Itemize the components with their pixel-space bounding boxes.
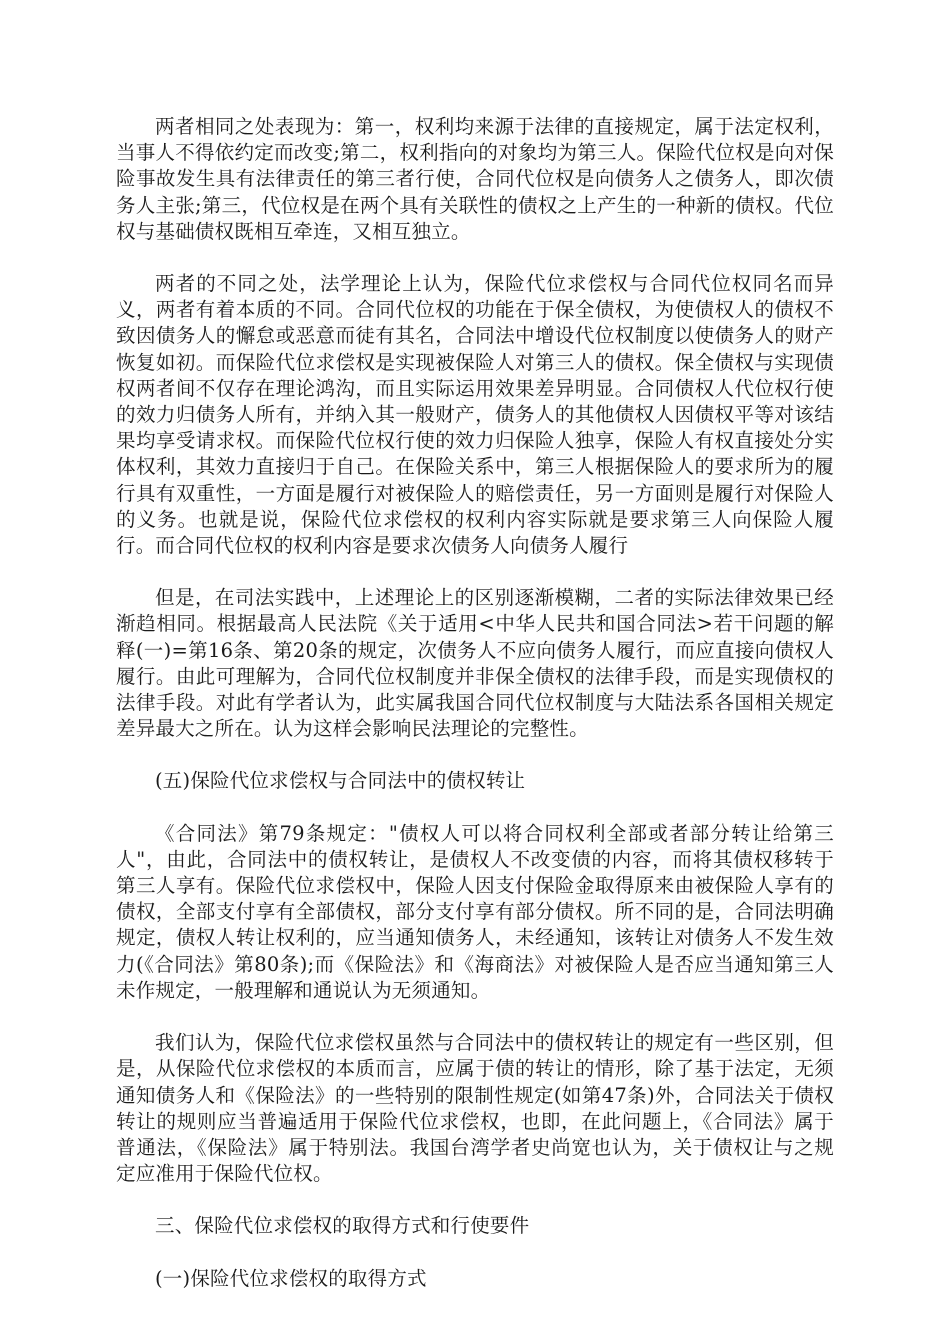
paragraph-judicial-practice: 但是，在司法实践中，上述理论上的区别逐渐模糊，二者的实际法律效果已经渐趋相同。根据最高人民法院《关于适用<中华人民共和国合同法>若干问题的解释(一)=第16条、第20条的规定，次债务人不应向债务人履行，而应直接向债权人履行。由此可理解为，合同代位权制度并非保全债权的法律手段，而是实现债权的法律手段。对此有学者认为，此实属我国合同代位权制度与大陆法系各国相关规定差异最大之所在。认为这样会影响民法理论的完整性。 [116, 586, 834, 741]
paragraph-contract-law-art79: 《合同法》第79条规定："债权人可以将合同权利全部或者部分转让给第三人"，由此，合同法中的债权转让，是债权人不改变债的内容，而将其债权移转于第三人享有。保险代位求偿权中，保险人因支付保险金取得原来由被保险人享有的债权，全部支付享有全部债权，部分支付享有部分债权。所不同的是，合同法明确规定，债权人转让权利的，应当通知债务人，未经通知，该转让对债务人不发生效力(《合同法》第80条);而《保险法》和《海商法》对被保险人是否应当通知第三人未作规定，一般理解和通说认为无须通知。 [116, 821, 834, 1002]
section-heading-3: 三、保险代位求偿权的取得方式和行使要件 [155, 1214, 530, 1238]
subsection-heading-3-1: (一)保险代位求偿权的取得方式 [155, 1266, 427, 1290]
paragraph-similarities: 两者相同之处表现为：第一，权利均来源于法律的直接规定，属于法定权利，当事人不得依约定而改变;第二，权利指向的对象均为第三人。保险代位权是向对保险事故发生具有法律责任的第三者行使，合同代位权是向债务人之债务人，即次债务人主张;第三，代位权是在两个具有关联性的债权之上产生的一种新的债权。代位权与基础债权既相互牵连，又相互独立。 [116, 115, 834, 243]
document-body [116, 114, 834, 1318]
paragraph-our-view: 我们认为，保险代位求偿权虽然与合同法中的债权转让的规定有一些区别，但是，从保险代位求偿权的本质而言，应属于债的转让的情形，除了基于法定，无须通知债务人和《保险法》的一些特别的限制性规定(如第47条)外，合同法关于债权转让的规则应当普遍适用于保险代位求偿权，也即，在此问题上，《合同法》属于普通法，《保险法》属于特别法。我国台湾学者史尚宽也认为，关于债权让与之规定应准用于保险代位权。 [116, 1031, 834, 1186]
section-heading-5: (五)保险代位求偿权与合同法中的债权转让 [155, 769, 526, 793]
paragraph-differences: 两者的不同之处，法学理论上认为，保险代位求偿权与合同代位权同名而异义，两者有着本质的不同。合同代位权的功能在于保全债权，为使债权人的债权不致因债务人的懈怠或恶意而徒有其名，合同法中增设代位权制度以使债务人的财产恢复如初。而保险代位求偿权是实现被保险人对第三人的债权。保全债权与实现债权两者间不仅存在理论鸿沟，而且实际运用效果差异明显。合同债权人代位权行使的效力归债务人所有，并纳入其一般财产，债务人的其他债权人因债权平等对该结果均享受请求权。而保险代位权行使的效力归保险人独享，保险人有权直接处分实体权利，其效力直接归于自己。在保险关系中，第三人根据保险人的要求所为的履行具有双重性，一方面是履行对被保险人的赔偿责任，另一方面则是履行对保险人的义务。也就是说，保险代位求偿权的权利内容实际就是要求第三人向保险人履行。而合同代位权的权利内容是要求次债务人向债务人履行 [116, 272, 834, 558]
